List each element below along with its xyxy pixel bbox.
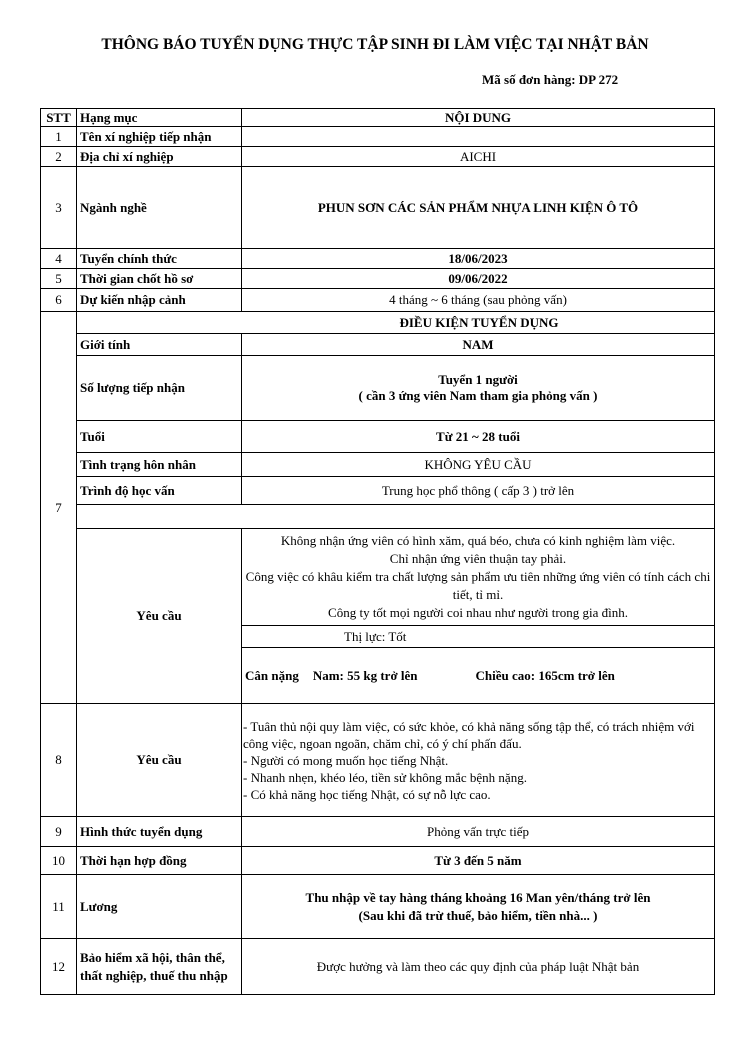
content — [242, 127, 715, 147]
salary-note: (Sau khi đã trừ thuế, bảo hiểm, tiền nhà... ) — [358, 907, 598, 923]
recruitment-table — [40, 108, 715, 995]
content: PHUN SƠN CÁC SẢN PHẨM NHỰA LINH KIỆN Ô TÔ — [242, 167, 715, 249]
table-row — [41, 167, 715, 249]
quantity-label: Số lượng tiếp nhận — [77, 356, 242, 421]
content: 18/06/2023 — [242, 249, 715, 269]
table-row — [41, 817, 715, 847]
stt: 7 — [41, 312, 77, 704]
content: Phỏng vấn trực tiếp — [242, 817, 715, 847]
vision: Thị lực: Tốt — [242, 626, 715, 648]
item: Thời gian chốt hồ sơ — [77, 269, 242, 289]
stt: 11 — [41, 875, 77, 939]
table-row — [41, 704, 715, 817]
table-row — [41, 127, 715, 147]
content: 09/06/2022 — [242, 269, 715, 289]
header-item: Hạng mục — [77, 109, 242, 127]
content: AICHI — [242, 147, 715, 167]
requirement-line: - Tuân thủ nội quy làm việc, có sức khỏe, có khả năng sống tập thể, có trách nhiệm với công việc, ngoan ngoãn, chăm chỉ, có ý chí phấn đấu. — [243, 718, 695, 751]
order-code: Mã số đơn hàng: DP 272 — [482, 72, 619, 87]
stt: 8 — [41, 704, 77, 817]
table-row — [41, 289, 715, 312]
requirement-line: - Nhanh nhẹn, khéo léo, tiền sử không mắc bệnh nặng. — [243, 769, 527, 785]
header-stt: STT — [41, 109, 77, 127]
education-label: Trình độ học vấn — [77, 477, 242, 505]
content: Được hưởng và làm theo các quy định của pháp luật Nhật bản — [242, 939, 715, 995]
conditions-heading: ĐIỀU KIỆN TUYỂN DỤNG — [77, 312, 715, 334]
requirements-text — [242, 529, 715, 626]
weight-value: Nam: 55 kg trở lên — [312, 667, 418, 683]
item: Lương — [77, 875, 242, 939]
requirement-line: - Người có mong muốn học tiếng Nhật. — [243, 752, 449, 768]
content: 4 tháng ~ 6 tháng (sau phỏng vấn) — [242, 289, 715, 312]
document-title: THÔNG BÁO TUYỂN DỤNG THỰC TẬP SINH ĐI LÀM VIỆC TẠI NHẬT BẢN — [101, 36, 649, 53]
stt: 1 — [41, 127, 77, 147]
table-row — [41, 939, 715, 995]
stt: 3 — [41, 167, 77, 249]
salary-line: Thu nhập về tay hàng tháng khoảng 16 Man yên/tháng trở lên — [305, 889, 651, 905]
requirement-line: Công ty tốt mọi người coi nhau như người trong gia đình. — [328, 605, 628, 620]
weight-label: Cân nặng — [245, 667, 299, 683]
stt: 4 — [41, 249, 77, 269]
stt: 9 — [41, 817, 77, 847]
item: Bảo hiểm xã hội, thân thể, thất nghiệp, thuế thu nhập — [77, 939, 242, 995]
table-row — [41, 875, 715, 939]
stt: 6 — [41, 289, 77, 312]
table-row — [41, 847, 715, 875]
marital-value: KHÔNG YÊU CẦU — [242, 453, 715, 477]
content — [242, 875, 715, 939]
table-row — [41, 269, 715, 289]
gender-value: NAM — [242, 334, 715, 356]
item: Ngành nghề — [77, 167, 242, 249]
item: Dự kiến nhập cảnh — [77, 289, 242, 312]
education-value: Trung học phổ thông ( cấp 3 ) trở lên — [242, 477, 715, 505]
quantity-value — [242, 356, 715, 421]
stt: 2 — [41, 147, 77, 167]
weight-height — [242, 648, 715, 704]
item: Thời hạn hợp đồng — [77, 847, 242, 875]
gender-label: Giới tính — [77, 334, 242, 356]
requirements-label: Yêu cầu — [77, 529, 242, 704]
item: Yêu cầu — [77, 704, 242, 817]
item: Địa chỉ xí nghiệp — [77, 147, 242, 167]
age-value: Từ 21 ~ 28 tuổi — [242, 421, 715, 453]
stt: 5 — [41, 269, 77, 289]
requirement-line: Không nhận ứng viên có hình xăm, quá béo, chưa có kinh nghiệm làm việc. — [280, 533, 676, 548]
item: Tuyển chính thức — [77, 249, 242, 269]
stt: 10 — [41, 847, 77, 875]
content — [242, 704, 715, 817]
age-label: Tuổi — [77, 421, 242, 453]
quantity-line: Tuyển 1 người — [438, 372, 518, 387]
requirement-line: Chỉ nhận ứng viên thuận tay phải. — [389, 551, 567, 566]
stt: 12 — [41, 939, 77, 995]
table-header — [41, 109, 715, 127]
requirement-line: - Có khả năng học tiếng Nhật, có sự nỗ lực cao. — [243, 786, 491, 802]
empty-row — [77, 505, 715, 529]
item: Hình thức tuyển dụng — [77, 817, 242, 847]
marital-label: Tình trạng hôn nhân — [77, 453, 242, 477]
header-content: NỘI DUNG — [242, 109, 715, 127]
height-value: Chiều cao: 165cm trở lên — [475, 667, 615, 683]
table-row — [41, 147, 715, 167]
requirement-line: Công việc có khâu kiểm tra chất lượng sản phẩm ưu tiên những ứng viên có tính cách chi tiết, tỉ mỉ. — [245, 569, 711, 602]
table-row — [41, 249, 715, 269]
item: Tên xí nghiệp tiếp nhận — [77, 127, 242, 147]
content: Từ 3 đến 5 năm — [242, 847, 715, 875]
quantity-note: ( cần 3 ứng viên Nam tham gia phỏng vấn ) — [358, 388, 598, 403]
